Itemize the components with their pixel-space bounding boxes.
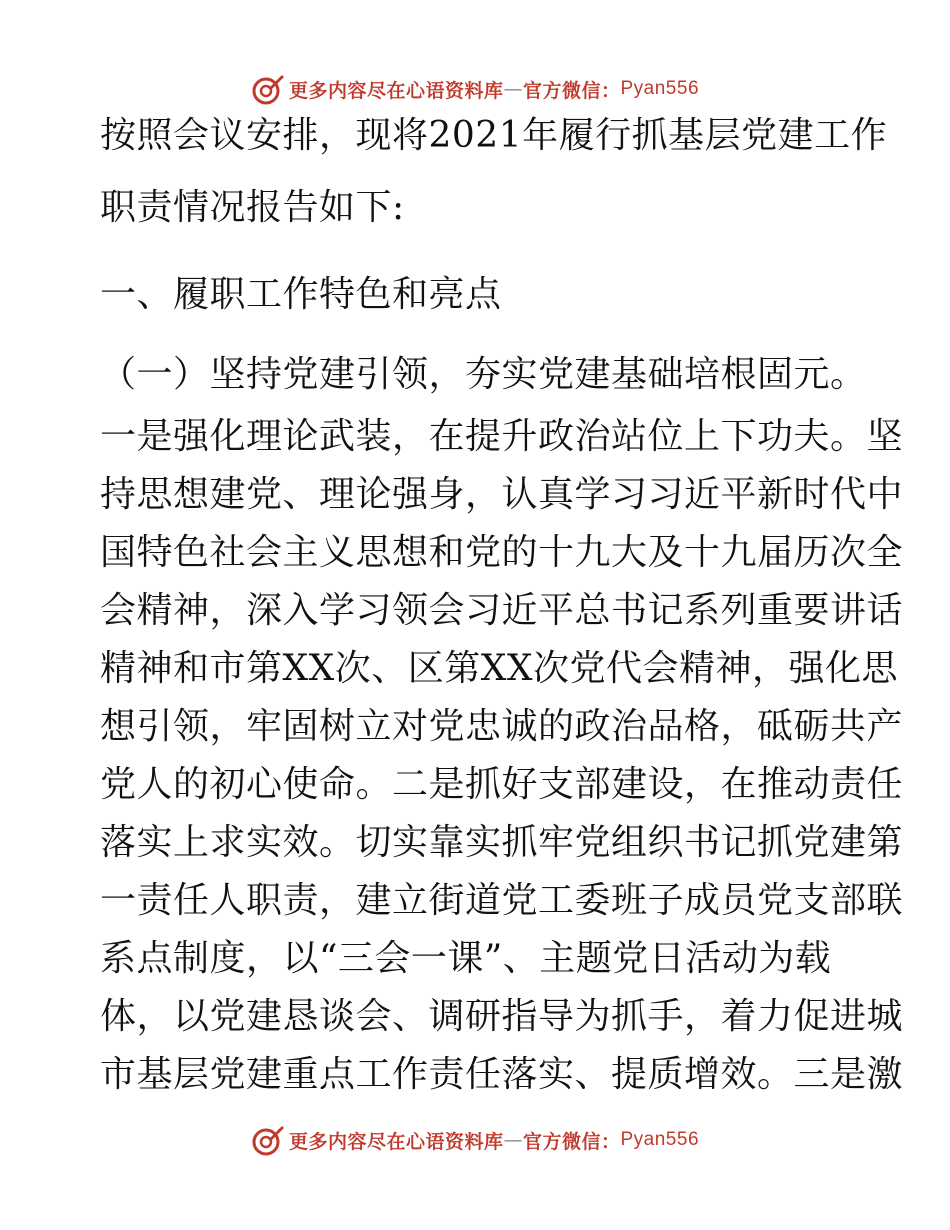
text-line: 会精神，深入学习领会习近平总书记系列重要讲话 [100, 590, 904, 631]
text-line: 一是强化理论武装，在提升政治站位上下功夫。坚 [100, 416, 904, 457]
watermark-wechat-label: 官方微信： [522, 1130, 621, 1153]
text-line: 按照会议安排，现将2021年履行抓基层党建工作 [100, 115, 888, 156]
watermark-wechat-id: Pyan556 [620, 78, 700, 99]
text-line: 体，以党建恳谈会、调研指导为抓手，着力促进城 [100, 996, 904, 1037]
document-body [100, 115, 904, 1115]
text-line: 国特色社会主义思想和党的十九大及十九届历次全 [100, 532, 904, 573]
text-line: 系点制度，以“三会一课”、主题党日活动为载 [100, 938, 832, 979]
watermark-header [0, 72, 950, 106]
pen-logo-icon [251, 1123, 285, 1157]
watermark-wechat-label: 官方微信： [522, 79, 621, 102]
watermark-footer [0, 1123, 950, 1157]
text-line: 党人的初心使命。二是抓好支部建设，在推动责任 [100, 764, 904, 805]
text-line: 持思想建党、理论强身，认真学习习近平新时代中 [100, 474, 904, 515]
watermark-separator: — [503, 1129, 523, 1151]
pen-logo-icon [251, 72, 285, 106]
text-line: 市基层党建重点工作责任落实、提质增效。三是激 [100, 1054, 904, 1095]
text-line: 想引领，牢固树立对党忠诚的政治品格，砥砺共产 [100, 706, 904, 747]
text-line: 职责情况报告如下: [100, 187, 405, 228]
watermark-separator: — [503, 78, 523, 100]
text-line: 落实上求实效。切实靠实抓牢党组织书记抓党建第 [100, 822, 904, 863]
watermark-wechat-id: Pyan556 [620, 1129, 700, 1150]
watermark-brand: 更多内容尽在心语资料库 [288, 79, 504, 102]
text-line: 精神和市第XX次、区第XX次党代会精神，强化思 [100, 648, 899, 689]
subsection-heading: （一）坚持党建引领，夯实党建基础培根固元。 [100, 354, 867, 395]
watermark-brand: 更多内容尽在心语资料库 [288, 1130, 504, 1153]
section-heading: 一、履职工作特色和亮点 [100, 274, 502, 315]
text-line: 一责任人职责，建立街道党工委班子成员党支部联 [100, 880, 904, 921]
